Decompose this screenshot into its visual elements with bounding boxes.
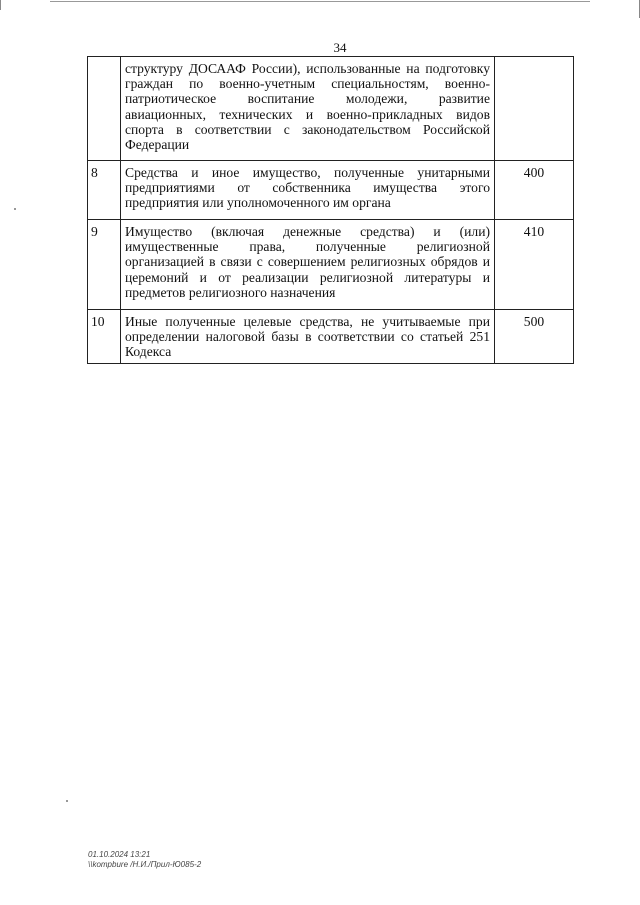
table-row bbox=[88, 57, 574, 161]
row-description: Средства и иное имущество, полученные унитарными предприятиями от собственника имущества этого предприятия или уполномоченного им органа bbox=[121, 161, 495, 220]
scan-edge-mark-left bbox=[0, 0, 15, 10]
row-number: 10 bbox=[88, 310, 121, 364]
row-code: 410 bbox=[495, 220, 574, 310]
row-code: 500 bbox=[495, 310, 574, 364]
scan-speck bbox=[66, 800, 68, 802]
row-number: 8 bbox=[88, 161, 121, 220]
row-number: 9 bbox=[88, 220, 121, 310]
row-description: Имущество (включая денежные средства) и (или) имущественные права, полученные религиозной организацией в связи с совершением религиозных обрядов и церемоний и от реализации религиозной литературы и предметов религиозного назначения bbox=[121, 220, 495, 310]
document-footer bbox=[88, 850, 201, 870]
row-description: структуру ДОСААФ России), использованные на подготовку граждан по военно-учетным специальностям, военно-патриотическое воспитание молодежи, развитие авиационных, технических и военно-прикладных видов спорта в соответствии с законодательством Российской Федерации bbox=[121, 57, 495, 161]
row-code bbox=[495, 57, 574, 161]
row-number bbox=[88, 57, 121, 161]
footer-timestamp: 01.10.2024 13:21 bbox=[88, 850, 151, 859]
income-table bbox=[87, 56, 574, 364]
table-row bbox=[88, 161, 574, 220]
footer-file-path: \\kompbure /Н.И./Прил-Ю085-2 bbox=[88, 860, 202, 869]
row-description: Иные полученные целевые средства, не учитываемые при определении налоговой базы в соответствии со статьей 251 Кодекса bbox=[121, 310, 495, 364]
scan-edge-line bbox=[50, 1, 590, 2]
table-row bbox=[88, 220, 574, 310]
scan-speck bbox=[14, 208, 16, 210]
table-row bbox=[88, 310, 574, 364]
page-number: 34 bbox=[333, 40, 347, 55]
row-code: 400 bbox=[495, 161, 574, 220]
scan-edge-mark-right bbox=[629, 0, 640, 18]
